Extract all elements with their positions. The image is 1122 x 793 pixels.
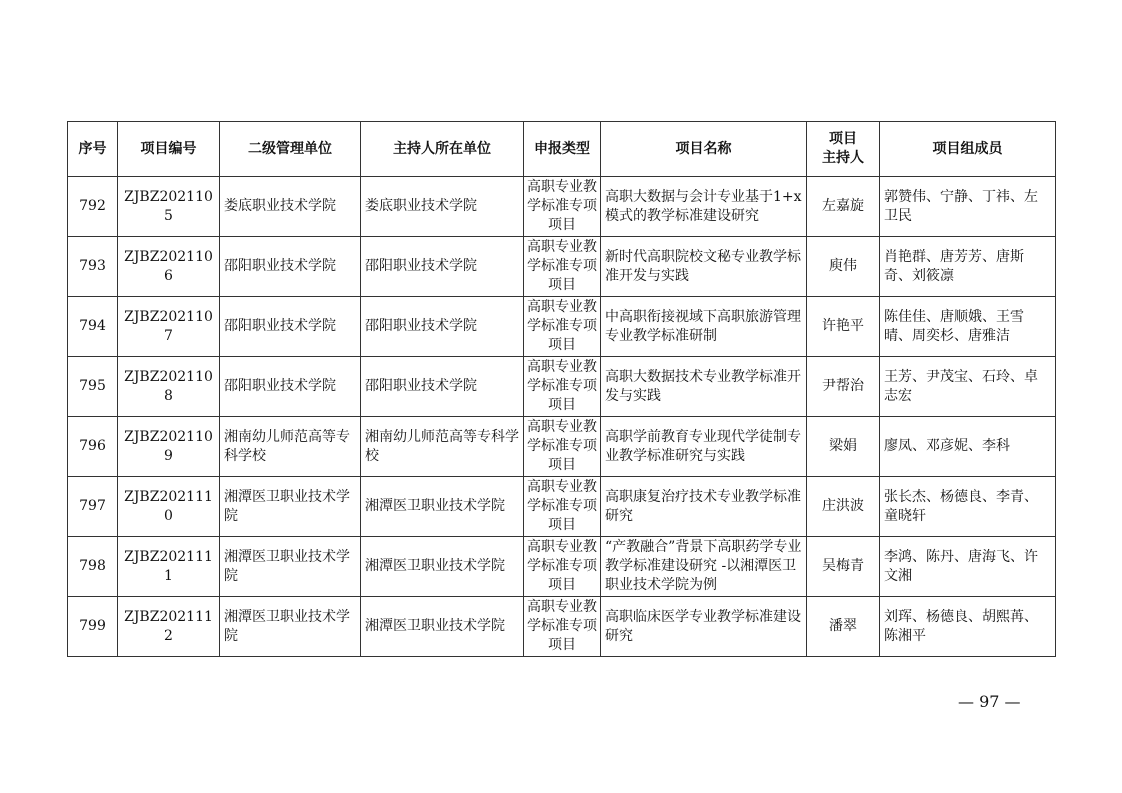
table-row	[68, 537, 1056, 597]
header-unit: 二级管理单位	[220, 122, 361, 177]
cell-name: 新时代高职院校文秘专业教学标准开发与实践	[601, 237, 807, 297]
cell-type: 高职专业教学标准专项项目	[524, 237, 601, 297]
cell-type: 高职专业教学标准专项项目	[524, 177, 601, 237]
cell-name: 高职学前教育专业现代学徒制专业教学标准研究与实践	[601, 417, 807, 477]
cell-unit: 湘南幼儿师范高等专科学校	[220, 417, 361, 477]
cell-unit: 湘潭医卫职业技术学院	[220, 597, 361, 657]
cell-unit: 邵阳职业技术学院	[220, 297, 361, 357]
cell-name: 高职临床医学专业教学标准建设研究	[601, 597, 807, 657]
cell-seq: 793	[68, 237, 118, 297]
cell-seq: 797	[68, 477, 118, 537]
header-name: 项目名称	[601, 122, 807, 177]
cell-host-unit: 湘潭医卫职业技术学院	[361, 597, 524, 657]
cell-host: 庄洪波	[807, 477, 880, 537]
header-host-line2: 主持人	[822, 150, 864, 166]
project-table	[67, 121, 1056, 657]
cell-code: ZJBZ2021107	[118, 297, 220, 357]
project-table-container	[67, 121, 1055, 657]
cell-code: ZJBZ2021108	[118, 357, 220, 417]
cell-type: 高职专业教学标准专项项目	[524, 477, 601, 537]
cell-name: 高职康复治疗技术专业教学标准研究	[601, 477, 807, 537]
cell-host-unit: 邵阳职业技术学院	[361, 357, 524, 417]
cell-code: ZJBZ2021109	[118, 417, 220, 477]
table-row	[68, 177, 1056, 237]
table-row	[68, 237, 1056, 297]
header-host-line1: 项目	[829, 131, 857, 147]
cell-host: 许艳平	[807, 297, 880, 357]
cell-seq: 799	[68, 597, 118, 657]
cell-seq: 792	[68, 177, 118, 237]
cell-host: 庾伟	[807, 237, 880, 297]
cell-host-unit: 湘潭医卫职业技术学院	[361, 477, 524, 537]
table-header-row	[68, 122, 1056, 177]
cell-unit: 娄底职业技术学院	[220, 177, 361, 237]
cell-code: ZJBZ2021112	[118, 597, 220, 657]
cell-seq: 798	[68, 537, 118, 597]
cell-members: 廖凤、邓彦妮、李科	[880, 417, 1056, 477]
cell-seq: 794	[68, 297, 118, 357]
header-seq: 序号	[68, 122, 118, 177]
cell-host: 尹帮治	[807, 357, 880, 417]
cell-members: 肖艳群、唐芳芳、唐斯奇、刘筱凛	[880, 237, 1056, 297]
header-members: 项目组成员	[880, 122, 1056, 177]
cell-name: “产教融合”背景下高职药学专业教学标准建设研究 -以湘潭医卫职业技术学院为例	[601, 537, 807, 597]
header-host	[807, 122, 880, 177]
cell-name: 高职大数据技术专业教学标准开发与实践	[601, 357, 807, 417]
cell-host-unit: 湘潭医卫职业技术学院	[361, 537, 524, 597]
cell-code: ZJBZ2021105	[118, 177, 220, 237]
cell-unit: 湘潭医卫职业技术学院	[220, 537, 361, 597]
table-row	[68, 417, 1056, 477]
cell-type: 高职专业教学标准专项项目	[524, 597, 601, 657]
cell-members: 刘珲、杨德良、胡熙苒、陈湘平	[880, 597, 1056, 657]
cell-host: 潘翠	[807, 597, 880, 657]
page-number: — 97 —	[958, 692, 1021, 711]
cell-name: 中高职衔接视域下高职旅游管理专业教学标准研制	[601, 297, 807, 357]
header-host-unit: 主持人所在单位	[361, 122, 524, 177]
cell-unit: 湘潭医卫职业技术学院	[220, 477, 361, 537]
cell-unit: 邵阳职业技术学院	[220, 237, 361, 297]
cell-members: 李鸿、陈丹、唐海飞、许文湘	[880, 537, 1056, 597]
cell-members: 张长杰、杨德良、李青、童晓轩	[880, 477, 1056, 537]
table-row	[68, 477, 1056, 537]
cell-host-unit: 邵阳职业技术学院	[361, 237, 524, 297]
cell-host: 梁娟	[807, 417, 880, 477]
cell-code: ZJBZ2021111	[118, 537, 220, 597]
cell-members: 陈佳佳、唐顺娥、王雪晴、周奕杉、唐雅洁	[880, 297, 1056, 357]
cell-host-unit: 湘南幼儿师范高等专科学校	[361, 417, 524, 477]
cell-unit: 邵阳职业技术学院	[220, 357, 361, 417]
cell-type: 高职专业教学标准专项项目	[524, 417, 601, 477]
header-type: 申报类型	[524, 122, 601, 177]
cell-host-unit: 娄底职业技术学院	[361, 177, 524, 237]
table-row	[68, 597, 1056, 657]
cell-seq: 795	[68, 357, 118, 417]
cell-host: 左嘉旋	[807, 177, 880, 237]
table-row	[68, 357, 1056, 417]
cell-members: 王芳、尹茂宝、石玲、卓志宏	[880, 357, 1056, 417]
cell-code: ZJBZ2021110	[118, 477, 220, 537]
cell-host: 吴梅青	[807, 537, 880, 597]
cell-host-unit: 邵阳职业技术学院	[361, 297, 524, 357]
table-row	[68, 297, 1056, 357]
cell-members: 郭赞伟、宁静、丁祎、左卫民	[880, 177, 1056, 237]
cell-type: 高职专业教学标准专项项目	[524, 537, 601, 597]
cell-name: 高职大数据与会计专业基于1+x 模式的教学标准建设研究	[601, 177, 807, 237]
cell-type: 高职专业教学标准专项项目	[524, 357, 601, 417]
cell-code: ZJBZ2021106	[118, 237, 220, 297]
cell-type: 高职专业教学标准专项项目	[524, 297, 601, 357]
header-code: 项目编号	[118, 122, 220, 177]
cell-seq: 796	[68, 417, 118, 477]
